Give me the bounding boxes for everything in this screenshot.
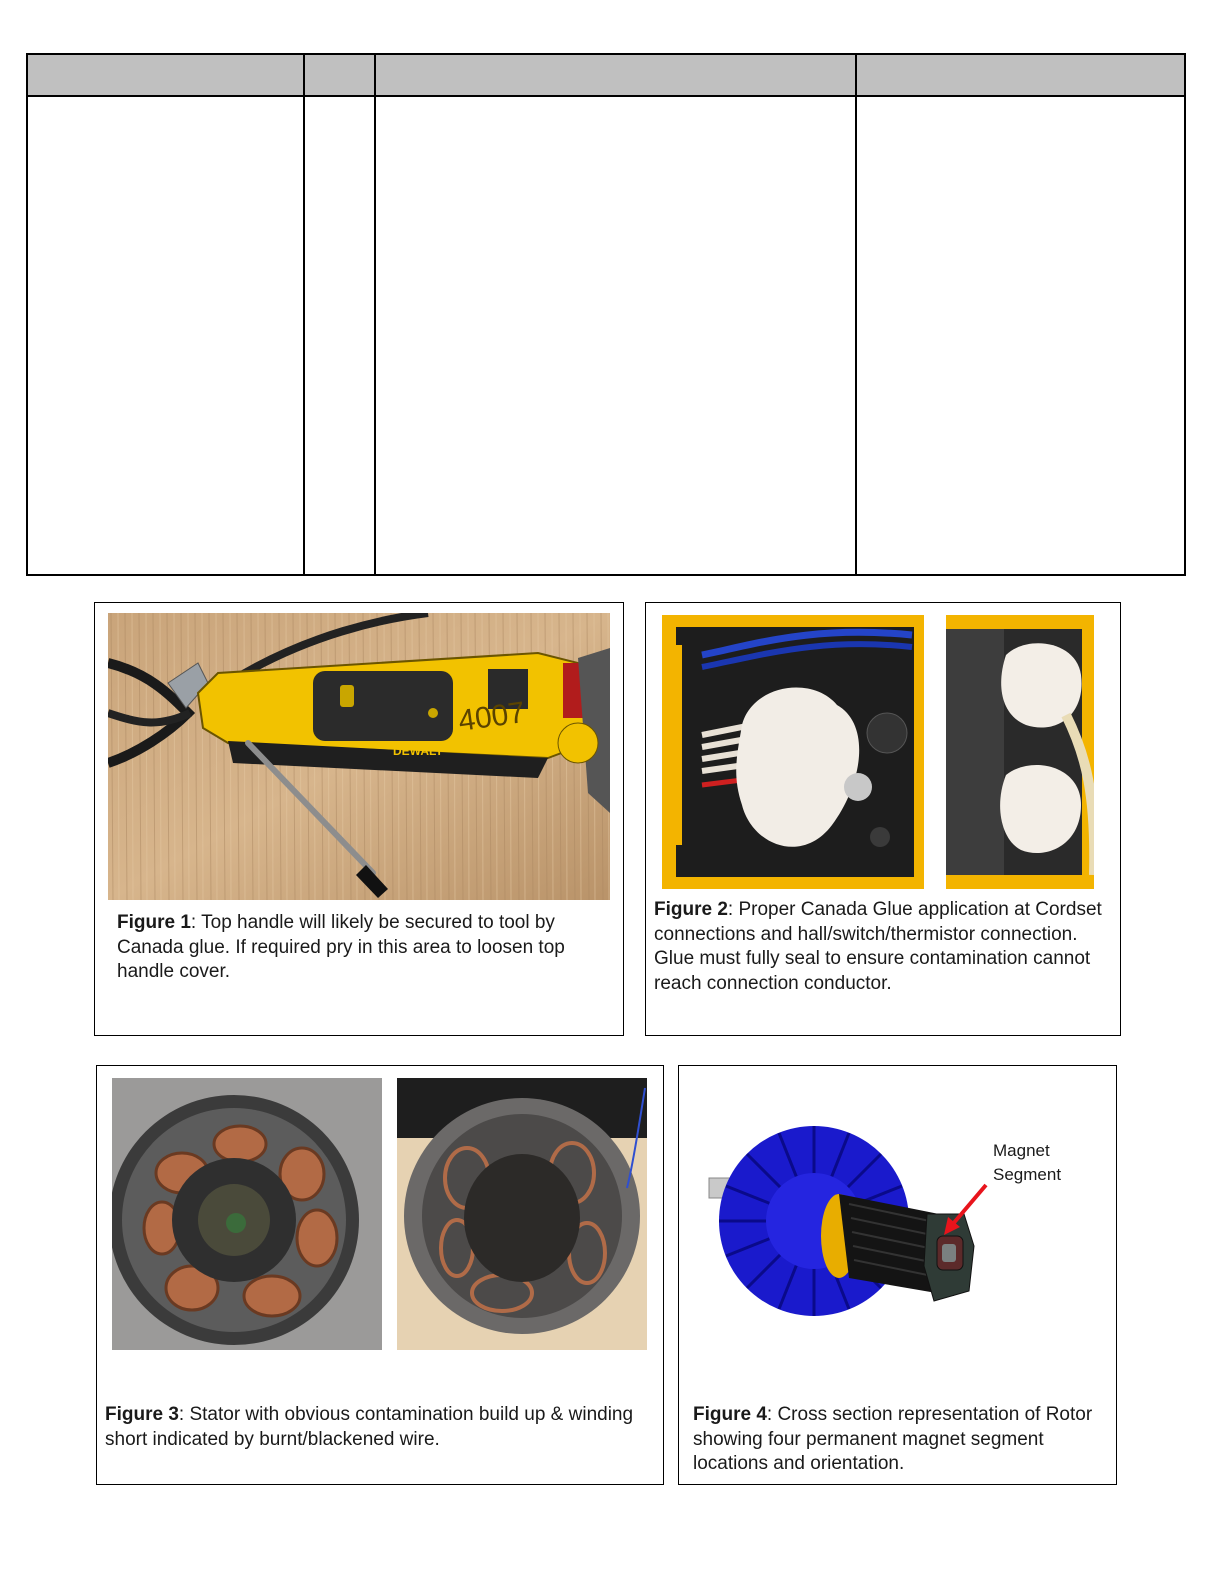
callout-line-1: Magnet	[993, 1141, 1050, 1160]
figure-1-box	[94, 602, 624, 1036]
figure-1-caption	[117, 911, 587, 985]
figure-4-text: : Cross section representation of Rotor showing four permanent magnet segment locations and orientation.	[693, 1404, 1093, 1474]
callout-arrow-icon	[934, 1181, 994, 1241]
figure-2-box	[645, 602, 1121, 1036]
table-header-row	[28, 55, 1184, 97]
callout-line-2: Segment	[993, 1165, 1062, 1184]
figure-2-text: : Proper Canada Glue application at Cordset connections and hall/switch/thermistor connection. Glue must fully seal to ensure contamination cannot reach connection conductor.	[654, 899, 1102, 994]
figure-3-box	[96, 1065, 664, 1485]
data-table	[26, 53, 1186, 576]
figure-1-photo	[108, 613, 610, 900]
figure-2-photo-left	[662, 615, 924, 889]
figure-2-caption	[654, 898, 1114, 996]
figure-2-label: Figure 2	[654, 899, 728, 920]
figure-3-caption	[105, 1403, 645, 1452]
column-divider	[855, 55, 857, 574]
figure-4-label: Figure 4	[693, 1404, 767, 1425]
figure-2-photo-right	[946, 615, 1094, 889]
figure-3-photo-left	[112, 1078, 382, 1350]
brand-label: DEWALT	[393, 744, 443, 758]
figure-4-box	[678, 1065, 1117, 1485]
figure-3-photo-right	[397, 1078, 647, 1350]
column-divider	[374, 55, 376, 574]
handwriting-text: 4007	[456, 695, 528, 738]
figure-4-caption	[693, 1403, 1103, 1477]
figure-1-label: Figure 1	[117, 912, 191, 933]
column-divider	[303, 55, 305, 574]
figure-3-label: Figure 3	[105, 1404, 179, 1425]
figure-1-text: : Top handle will likely be secured to tool by Canada glue. If required pry in this area to loosen top handle cover.	[117, 912, 565, 982]
magnet-segment-callout	[993, 1139, 1061, 1187]
figure-3-text: : Stator with obvious contamination build up & winding short indicated by burnt/blackened wire.	[105, 1404, 634, 1450]
